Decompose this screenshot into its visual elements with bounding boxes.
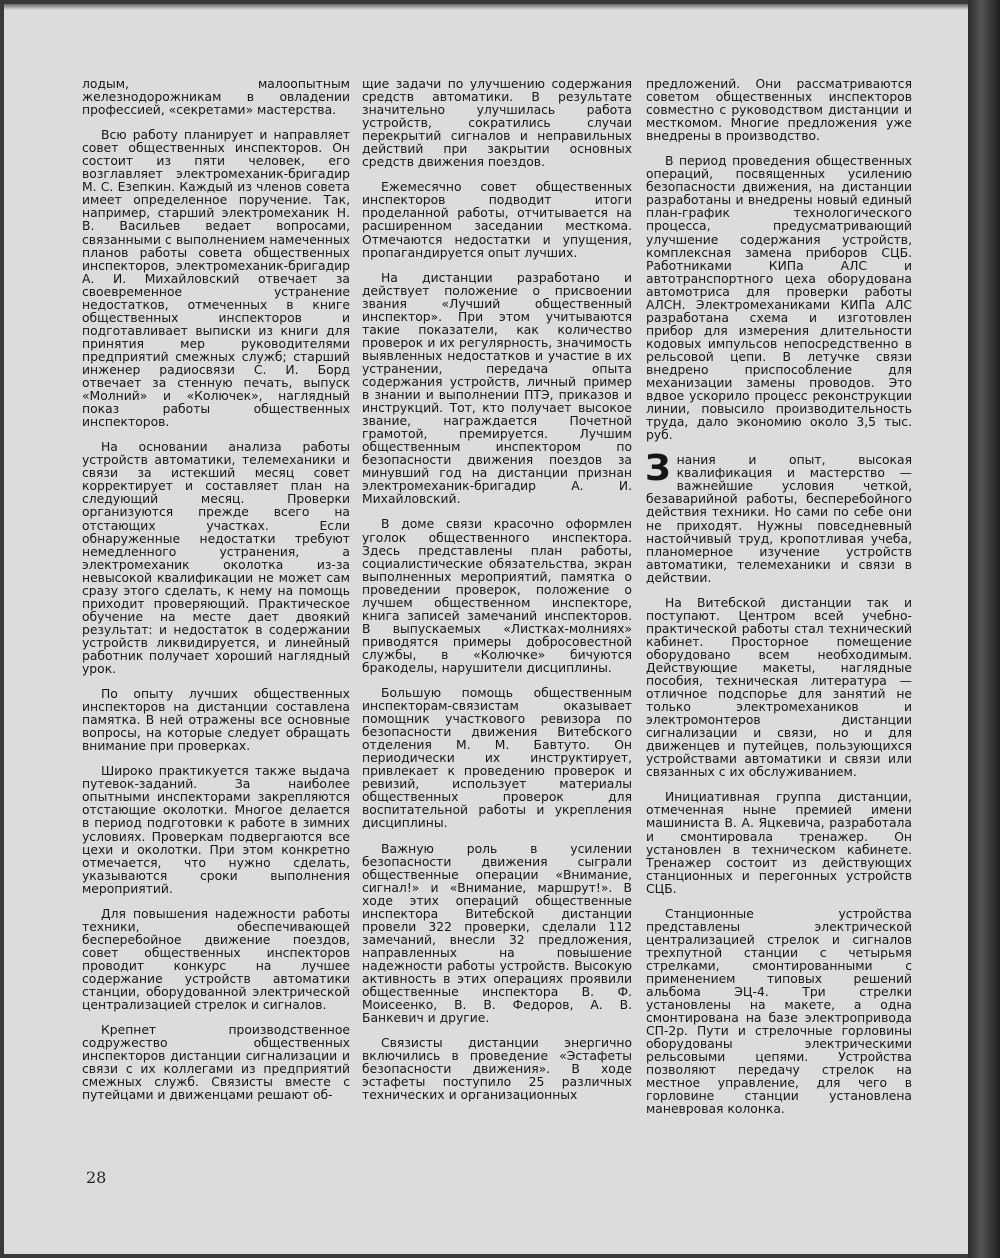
dropcap-letter: З xyxy=(645,448,671,490)
paragraph: Инициативная группа дистанции, отмеченная ныне премией имени машиниста В. А. Яцкевича, разработала и смонтировала тренажер. Он установлен в техническом кабинете. Тренажер состоит из действующих станционных и перегонных устройств СЦБ. xyxy=(646,790,912,896)
page-number: 28 xyxy=(86,1168,107,1187)
paragraph: щие задачи по улучшению содержания средств автоматики. В результате значительно улучшилась работа устройств, сократились случаи перекрытий сигналов и неправильных действий при закрытии основных средств движения поездов. xyxy=(362,77,632,170)
paragraph: Для повышения надежности работы техники, обеспечивающей бесперебойное движение поездов, совет общественных инспекторов проводит конкурс на лучшее содержание устройств автоматики станции, оборудованной электрической централизацией стрелок и сигналов. xyxy=(82,906,350,1013)
paragraph-text: нания и опыт, высокая квалификация и мастерство — важнейшие условия четкой, безаварийной работы, бесперебойного действия техники. Но сами по себе они не приходят. Нужны повседневный настойчивый труд, кропотливая учеба, планомерное изучение устройств автоматики, телемеханики и связи в действии. xyxy=(646,453,912,585)
paragraph: В период проведения общественных операций, посвященных усилению безопасности движения, на дистанции разработаны и внедрены новый единый план-график технологического процесса, предусматривающий улучшение содержания устройств, комплексная замена приборов СЦБ. Работниками КИПа АЛС и автотранспортного цеха оборудована автомотриса для проверки работы АЛСН. Электромеханиками КИПа АЛС разработана схема и изготовлен прибор для измерения длительности кодовых импульсов непосредственно в рельсовой цепи. В летучке связи внедрено приспособление для механизации замены проводов. Это вдвое ускорило процесс реконструкции линии, повысило производительность труда, дало экономию около 3,5 тыс. руб. xyxy=(646,154,912,443)
paragraph: В доме связи красочно оформлен уголок общественного инспектора. Здесь представлены план работы, социалистические обязательства, экран выполненных мероприятий, памятка о проведении проверок, положение о лучшем общественном инспекторе, книга записей замечаний инспекторов. В выпускаемых «Листках-молниях» приводятся примеры добросовестной службы, в «Колючке» бичуются бракоделы, нарушители дисциплины. xyxy=(362,517,632,675)
paragraph: Станционные устройства представлены электрической централизацией стрелок и сигналов трехпутной станции с четырьмя стрелками, смонтированными с применением типовых решений альбома ЭЦ-4. Три стрелки установлены на макете, а одна смонтирована на базе электропривода СП-2р. Пути и стрелочные горловины оборудованы электрическими рельсовыми цепями. Устройства позволяют передачу стрелок на местное управление, для чего в горловине станции установлена маневровая колонка. xyxy=(646,906,912,1117)
paragraph: Крепнет производственное содружество общественных инспекторов дистанции сигнализации и связи с их коллегами из предприятий смежных служб. Связисты вместе с путейцами и движенцами решают об- xyxy=(82,1023,350,1103)
paragraph: лодым, малоопытным железнодорожникам в овладении профессией, «секретами» мастерства. xyxy=(82,77,350,118)
paragraph: Большую помощь общественным инспекторам-связистам оказывает помощник участкового ревизора по безопасности движения Витебского отделения М. М. Бавтуто. Он периодически их инструктирует, привлекает к проведению проверок и ревизий, использует материалы общественных проверок для воспитательной работы и укрепления дисциплины. xyxy=(362,686,632,831)
magazine-page xyxy=(4,4,968,1254)
paragraph: На Витебской дистанции так и поступают. Центром всей учебно-практической работы стал технический кабинет. Просторное помещение оборудовано всем необходимым. Действующие макеты, наглядные пособия, техническая литература — отличное подспорье для занятий не только электромехаников и электромонтеров дистанции сигнализации и связи, но и для движенцев и путейцев, пользующихся устройствами автоматики и связи или связанных с их обслуживанием. xyxy=(646,595,912,780)
paragraph: Важную роль в усилении безопасности движения сыграли общественные операции «Внимание, сигнал!» и «Внимание, маршрут!». В ходе этих операций общественные инспектора Витебской дистанции провели 322 проверки, сделали 112 замечаний, внесли 32 предложения, направленных на повышение надежности работы устройств. Высокую активность в этих операциях проявили общественные инспектора В. Ф. Моисеенко, В. В. Федоров, А. В. Банкевич и другие. xyxy=(362,841,632,1026)
paragraph: Связисты дистанции энергично включились в проведение «Эстафеты безопасности движения». В ходе эстафеты поступило 25 различных технических и организационных xyxy=(362,1036,632,1103)
text-column-1 xyxy=(82,78,350,1114)
text-column-3 xyxy=(646,78,912,1129)
paragraph: Широко практикуется также выдача путевок-заданий. За наиболее опытными инспекторами закрепляются отстающие околотки. Многое делается в период подготовки к работе в зимних условиях. Проверкам подвергаются все цехи и околотки. При этом конкретно отмечается, что нужно сделать, указываются сроки выполнения мероприятий. xyxy=(82,764,350,896)
text-column-2 xyxy=(362,78,632,1114)
paragraph: Всю работу планирует и направляет совет общественных инспекторов. Он состоит из пяти человек, его возглавляет электромеханик-бригадир М. С. Езепкин. Каждый из членов совета имеет определенное поручение. Так, например, старший электромеханик Н. В. Васильев ведает вопросами, связанными с выполнением намеченных планов работы совета общественных инспекторов, электромеханик-бригадир А. И. Михайловский отвечает за своевременное устранение недостатков, отмеченных в книге общественных инспекторов и подготавливает выписки из книги для принятия мер руководителями предприятий смежных служб; старший инженер радиосвязи С. И. Борд отвечает за стенную печать, выпуск «Молний» и «Колючек», наглядный показ работы общественных инспекторов. xyxy=(82,128,350,430)
paragraph: По опыту лучших общественных инспекторов на дистанции составлена памятка. В ней отражены все основные вопросы, на которые следует обращать внимание при проверках. xyxy=(82,687,350,754)
paragraph: предложений. Они рассматриваются советом общественных инспекторов совместно с руководством дистанции и месткомом. Многие предложения уже внедрены в производство. xyxy=(646,77,912,144)
page-top-shadow xyxy=(4,4,968,10)
paragraph-with-dropcap xyxy=(645,448,912,585)
binding-shadow xyxy=(968,0,1000,1258)
paragraph: Ежемесячно совет общественных инспекторов подводит итоги проделанной работы, отчитывается на расширенном заседании месткома. Отмечаются недостатки и упущения, пропагандируется опыт лучших. xyxy=(362,180,632,260)
paragraph: На дистанции разработано и действует положение о присвоении звания «Лучший общественный инспектор». При этом учитываются такие показатели, как количество проверок и их регулярность, значимость выявленных недостатков и участие в их устранении, передача опыта содержания устройств, личный пример в знании и выполнении ПТЭ, приказов и инструкций. Тот, кто получает высокое звание, награждается Почетной грамотой, премируется. Лучшим общественным инспектором по безопасности движения поездов за минувший год на дистанции признан электромеханик-бригадир А. И. Михайловский. xyxy=(362,270,632,507)
paragraph: На основании анализа работы устройств автоматики, телемеханики и связи за истекший месяц совет корректирует и составляет план на следующий месяц. Проверки организуются прежде всего на отстающих участках. Если обнаруженные недостатки требуют немедленного устранения, а электромеханик околотка из-за невысокой квалификации не может сам сразу этого сделать, к нему на помощь приходит проверяющий. Практическое обучение на месте дает двоякий результат: и недостаток в содержании устройств ликвидируется, и линейный работник получает хороший наглядный урок. xyxy=(82,440,350,677)
